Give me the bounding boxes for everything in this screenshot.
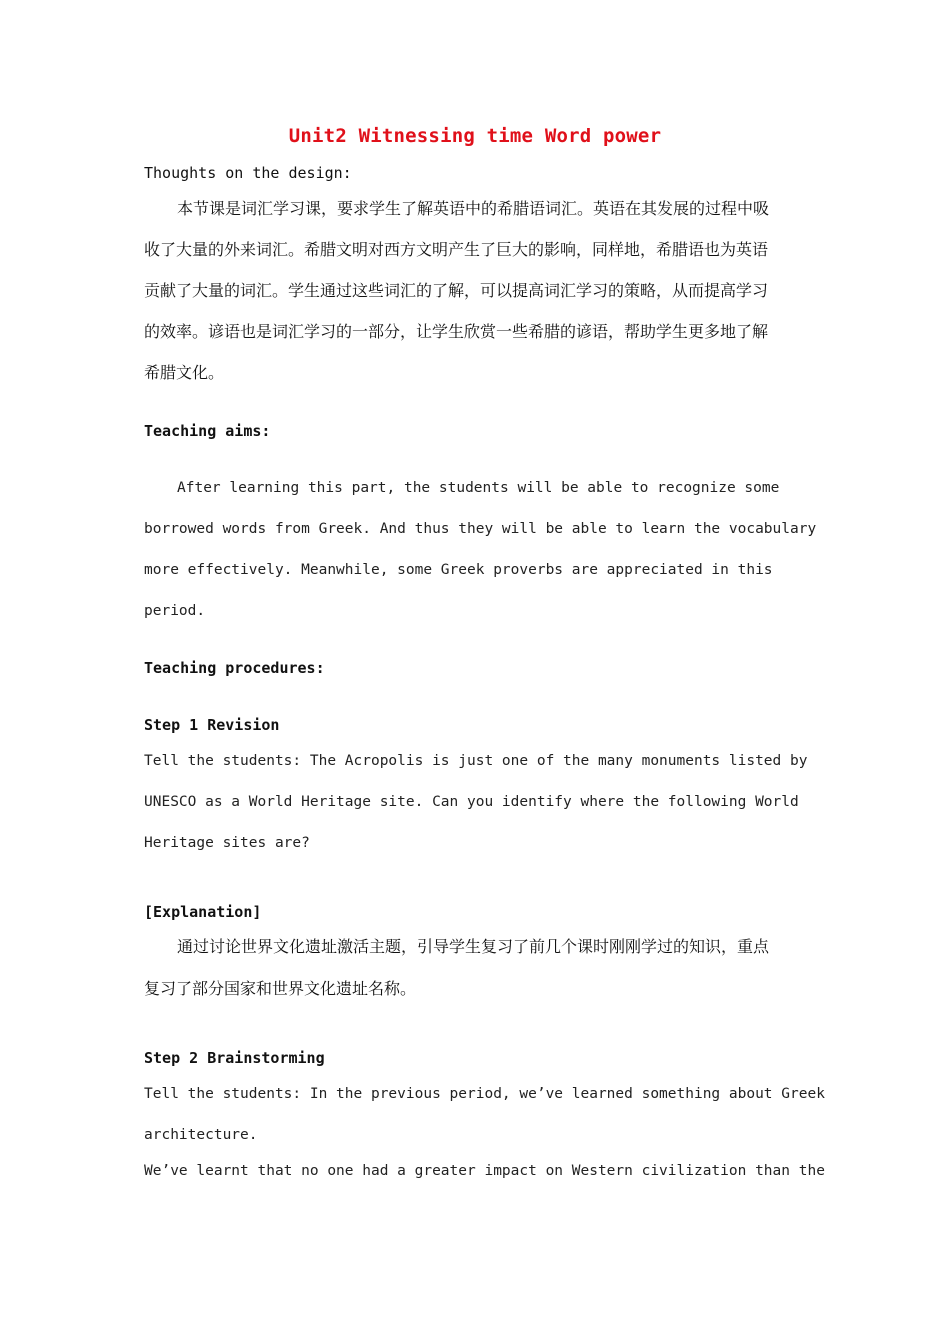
aims-heading: Teaching aims: [144,422,271,440]
aims-line: After learning this part, the students will be able to recognize some [177,480,780,496]
aims-line: period. [144,603,206,619]
step2-heading: Step 2 Brainstorming [144,1049,325,1067]
explanation-heading: [Explanation] [144,903,262,921]
step1-line: Heritage sites are? [144,835,310,851]
step1-line: UNESCO as a World Heritage site. Can you identify where the following World [144,794,799,810]
step2-line: architecture. [144,1127,258,1143]
step2-line: We’ve learnt that no one had a greater impact on Western civilization than the [144,1163,825,1179]
step1-line: Tell the students: The Acropolis is just one of the many monuments listed by [144,753,808,769]
thoughts-heading: Thoughts on the design: [144,164,352,182]
thoughts-line: 贡献了大量的词汇。学生通过这些词汇的了解，可以提高词汇学习的策略，从而提高学习 [144,281,769,300]
explanation-line: 通过讨论世界文化遗址激活主题，引导学生复习了前几个课时刚刚学过的知识，重点 [177,937,770,956]
thoughts-line: 的效率。谚语也是词汇学习的一部分，让学生欣赏一些希腊的谚语，帮助学生更多地了解 [144,322,769,341]
document-title: Unit2 Witnessing time Word power [288,125,662,147]
aims-line: more effectively. Meanwhile, some Greek proverbs are appreciated in this [144,562,773,578]
thoughts-line: 收了大量的外来词汇。希腊文明对西方文明产生了巨大的影响，同样地，希腊语也为英语 [144,240,769,259]
thoughts-line: 本节课是词汇学习课，要求学生了解英语中的希腊语词汇。英语在其发展的过程中吸 [177,199,770,218]
procedures-heading: Teaching procedures: [144,659,325,677]
thoughts-line: 希腊文化。 [144,363,225,382]
aims-line: borrowed words from Greek. And thus they will be able to learn the vocabulary [144,521,817,537]
explanation-line: 复习了部分国家和世界文化遗址名称。 [144,979,417,998]
step1-heading: Step 1 Revision [144,716,280,734]
step2-line: Tell the students: In the previous period, we’ve learned something about Greek [144,1086,825,1102]
